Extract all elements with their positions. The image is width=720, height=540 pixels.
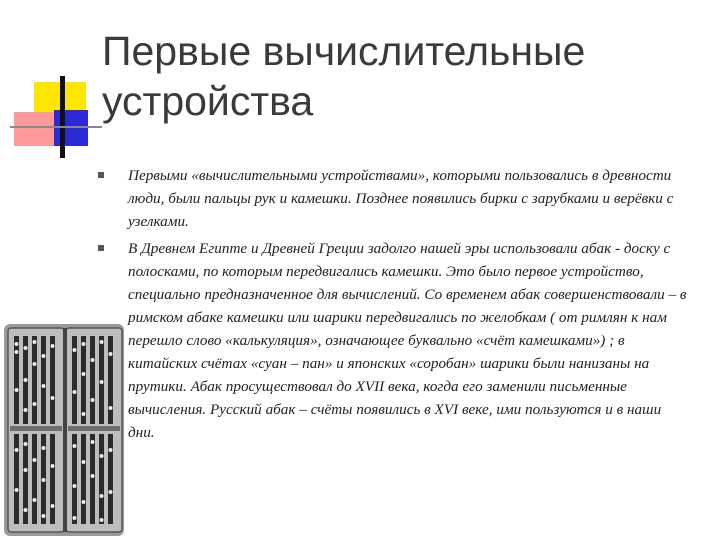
slide-title: Первые вычислительные устройства [102, 28, 586, 124]
bullet-square-icon [98, 245, 104, 251]
decor-horizontal-line [10, 126, 102, 128]
bullet-list [98, 164, 698, 448]
bullet-square-icon [98, 172, 104, 178]
bullet-item [98, 164, 698, 233]
bullet-item [98, 237, 698, 444]
decor-vertical-bar [60, 76, 65, 158]
abacus-image [2, 320, 126, 538]
decor-red-square [14, 112, 58, 146]
bullet-text: В Древнем Египте и Древней Греции задолго нашей эры использовали абак - доску с полосками, по которым передвигались камешки. Это было первое устройство, специально предназначенное для вычислений. Со временем абак совершенствовали – в римском абаке камешки или шарики передвигались по желобкам ( от римлян к нам перешло слово «калькуляция», означающее буквально «счёт камешками») ; в китайских счётах «суан – пан» и японских «соробан» шарики были нанизаны на прутики. Абак просуществовал до XVII века, когда его заменили письменные вычисления. Русский абак – счёты появились в XVI веке, ими пользуются и в наши дни. [128, 240, 687, 441]
bullet-text: Первыми «вычислительными устройствами», которыми пользовались в древности люди, были пальцы рук и камешки. Позднее появились бирки с зарубками и верёвки с узелками. [128, 167, 674, 230]
